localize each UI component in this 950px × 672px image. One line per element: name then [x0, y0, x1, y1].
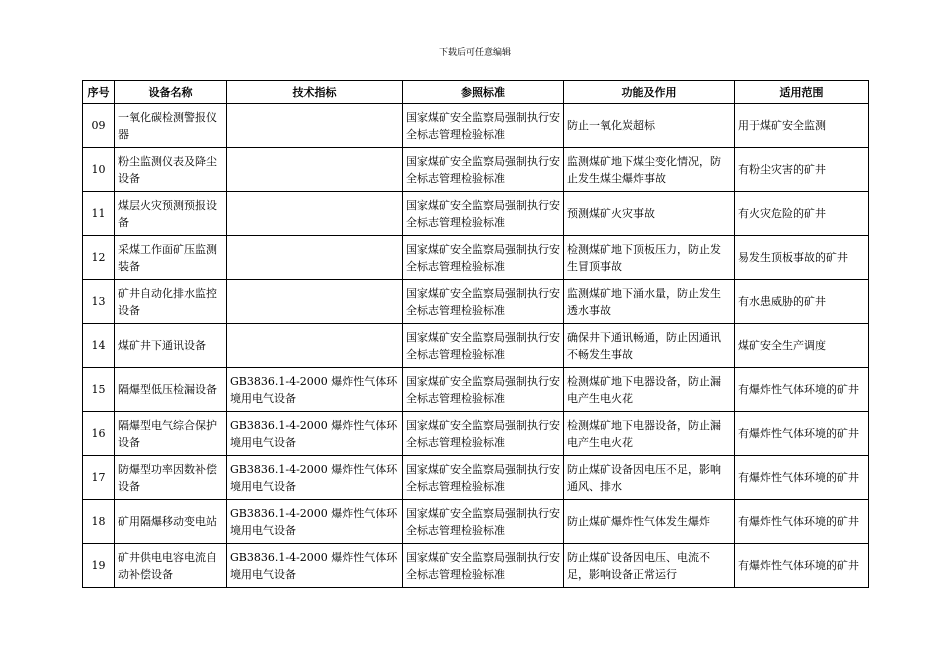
cell-scope: 有爆炸性气体环境的矿井 [735, 412, 869, 456]
cell-index: 16 [83, 412, 115, 456]
cell-technical-spec: GB3836.1-4-2000 爆炸性气体环境用电气设备 [227, 544, 403, 588]
cell-scope: 有爆炸性气体环境的矿井 [735, 544, 869, 588]
cell-function: 防止煤矿爆炸性气体发生爆炸 [564, 500, 735, 544]
cell-function: 预测煤矿火灾事故 [564, 192, 735, 236]
cell-equipment-name: 采煤工作面矿压监测装备 [115, 236, 227, 280]
cell-index: 14 [83, 324, 115, 368]
cell-technical-spec: GB3836.1-4-2000 爆炸性气体环境用电气设备 [227, 368, 403, 412]
cell-equipment-name: 隔爆型低压检漏设备 [115, 368, 227, 412]
cell-index: 15 [83, 368, 115, 412]
cell-reference-standard: 国家煤矿安全监察局强制执行安全标志管理检验标准 [403, 368, 564, 412]
cell-equipment-name: 煤层火灾预测预报设备 [115, 192, 227, 236]
cell-index: 17 [83, 456, 115, 500]
cell-technical-spec [227, 324, 403, 368]
table-row [83, 544, 869, 588]
header-scope: 适用范围 [735, 81, 869, 104]
cell-scope: 有水患威胁的矿井 [735, 280, 869, 324]
cell-technical-spec: GB3836.1-4-2000 爆炸性气体环境用电气设备 [227, 456, 403, 500]
cell-scope: 有爆炸性气体环境的矿井 [735, 456, 869, 500]
cell-equipment-name: 矿井自动化排水监控设备 [115, 280, 227, 324]
cell-function: 确保井下通讯畅通，防止因通讯不畅发生事故 [564, 324, 735, 368]
header-technical-spec: 技术指标 [227, 81, 403, 104]
header-function: 功能及作用 [564, 81, 735, 104]
cell-index: 19 [83, 544, 115, 588]
cell-technical-spec: GB3836.1-4-2000 爆炸性气体环境用电气设备 [227, 412, 403, 456]
cell-reference-standard: 国家煤矿安全监察局强制执行安全标志管理检验标准 [403, 324, 564, 368]
cell-technical-spec [227, 192, 403, 236]
cell-equipment-name: 矿井供电电容电流自动补偿设备 [115, 544, 227, 588]
cell-scope: 有爆炸性气体环境的矿井 [735, 500, 869, 544]
cell-index: 12 [83, 236, 115, 280]
table-row [83, 456, 869, 500]
cell-index: 10 [83, 148, 115, 192]
cell-reference-standard: 国家煤矿安全监察局强制执行安全标志管理检验标准 [403, 412, 564, 456]
cell-function: 检测煤矿地下电器设备，防止漏电产生电火花 [564, 412, 735, 456]
table-row [83, 280, 869, 324]
header-reference-standard: 参照标准 [403, 81, 564, 104]
cell-reference-standard: 国家煤矿安全监察局强制执行安全标志管理检验标准 [403, 280, 564, 324]
cell-function: 检测煤矿地下电器设备，防止漏电产生电火花 [564, 368, 735, 412]
cell-equipment-name: 隔爆型电气综合保护设备 [115, 412, 227, 456]
cell-reference-standard: 国家煤矿安全监察局强制执行安全标志管理检验标准 [403, 500, 564, 544]
cell-function: 防止煤矿设备因电压不足，影响通风、排水 [564, 456, 735, 500]
cell-equipment-name: 矿用隔爆移动变电站 [115, 500, 227, 544]
page-header-note: 下载后可任意编辑 [438, 48, 511, 58]
table-row [83, 236, 869, 280]
cell-technical-spec [227, 104, 403, 148]
cell-function: 监测煤矿地下煤尘变化情况，防止发生煤尘爆炸事故 [564, 148, 735, 192]
cell-reference-standard: 国家煤矿安全监察局强制执行安全标志管理检验标准 [403, 148, 564, 192]
table-row [83, 104, 869, 148]
cell-scope: 煤矿安全生产调度 [735, 324, 869, 368]
cell-index: 18 [83, 500, 115, 544]
header-index: 序号 [83, 81, 115, 104]
cell-technical-spec: GB3836.1-4-2000 爆炸性气体环境用电气设备 [227, 500, 403, 544]
cell-index: 11 [83, 192, 115, 236]
header-row [83, 81, 869, 104]
cell-equipment-name: 煤矿井下通讯设备 [115, 324, 227, 368]
header-equipment-name: 设备名称 [115, 81, 227, 104]
cell-reference-standard: 国家煤矿安全监察局强制执行安全标志管理检验标准 [403, 236, 564, 280]
equipment-table [82, 80, 869, 588]
table-row [83, 412, 869, 456]
cell-reference-standard: 国家煤矿安全监察局强制执行安全标志管理检验标准 [403, 192, 564, 236]
cell-technical-spec [227, 280, 403, 324]
cell-scope: 易发生顶板事故的矿井 [735, 236, 869, 280]
cell-scope: 有粉尘灾害的矿井 [735, 148, 869, 192]
cell-function: 防止一氧化炭超标 [564, 104, 735, 148]
cell-reference-standard: 国家煤矿安全监察局强制执行安全标志管理检验标准 [403, 456, 564, 500]
cell-equipment-name: 一氧化碳检测警报仪器 [115, 104, 227, 148]
table-row [83, 368, 869, 412]
cell-equipment-name: 粉尘监测仪表及降尘设备 [115, 148, 227, 192]
table-row [83, 500, 869, 544]
table-body [83, 104, 869, 588]
cell-scope: 有爆炸性气体环境的矿井 [735, 368, 869, 412]
table-row [83, 324, 869, 368]
cell-index: 13 [83, 280, 115, 324]
cell-equipment-name: 防爆型功率因数补偿设备 [115, 456, 227, 500]
cell-technical-spec [227, 236, 403, 280]
cell-index: 09 [83, 104, 115, 148]
cell-reference-standard: 国家煤矿安全监察局强制执行安全标志管理检验标准 [403, 104, 564, 148]
cell-scope: 用于煤矿安全监测 [735, 104, 869, 148]
cell-function: 防止煤矿设备因电压、电流不足，影响设备正常运行 [564, 544, 735, 588]
cell-scope: 有火灾危险的矿井 [735, 192, 869, 236]
cell-function: 监测煤矿地下涌水量，防止发生透水事故 [564, 280, 735, 324]
cell-technical-spec [227, 148, 403, 192]
table-row [83, 192, 869, 236]
table-header [83, 81, 869, 104]
table-row [83, 148, 869, 192]
cell-reference-standard: 国家煤矿安全监察局强制执行安全标志管理检验标准 [403, 544, 564, 588]
cell-function: 检测煤矿地下顶板压力，防止发生冒顶事故 [564, 236, 735, 280]
